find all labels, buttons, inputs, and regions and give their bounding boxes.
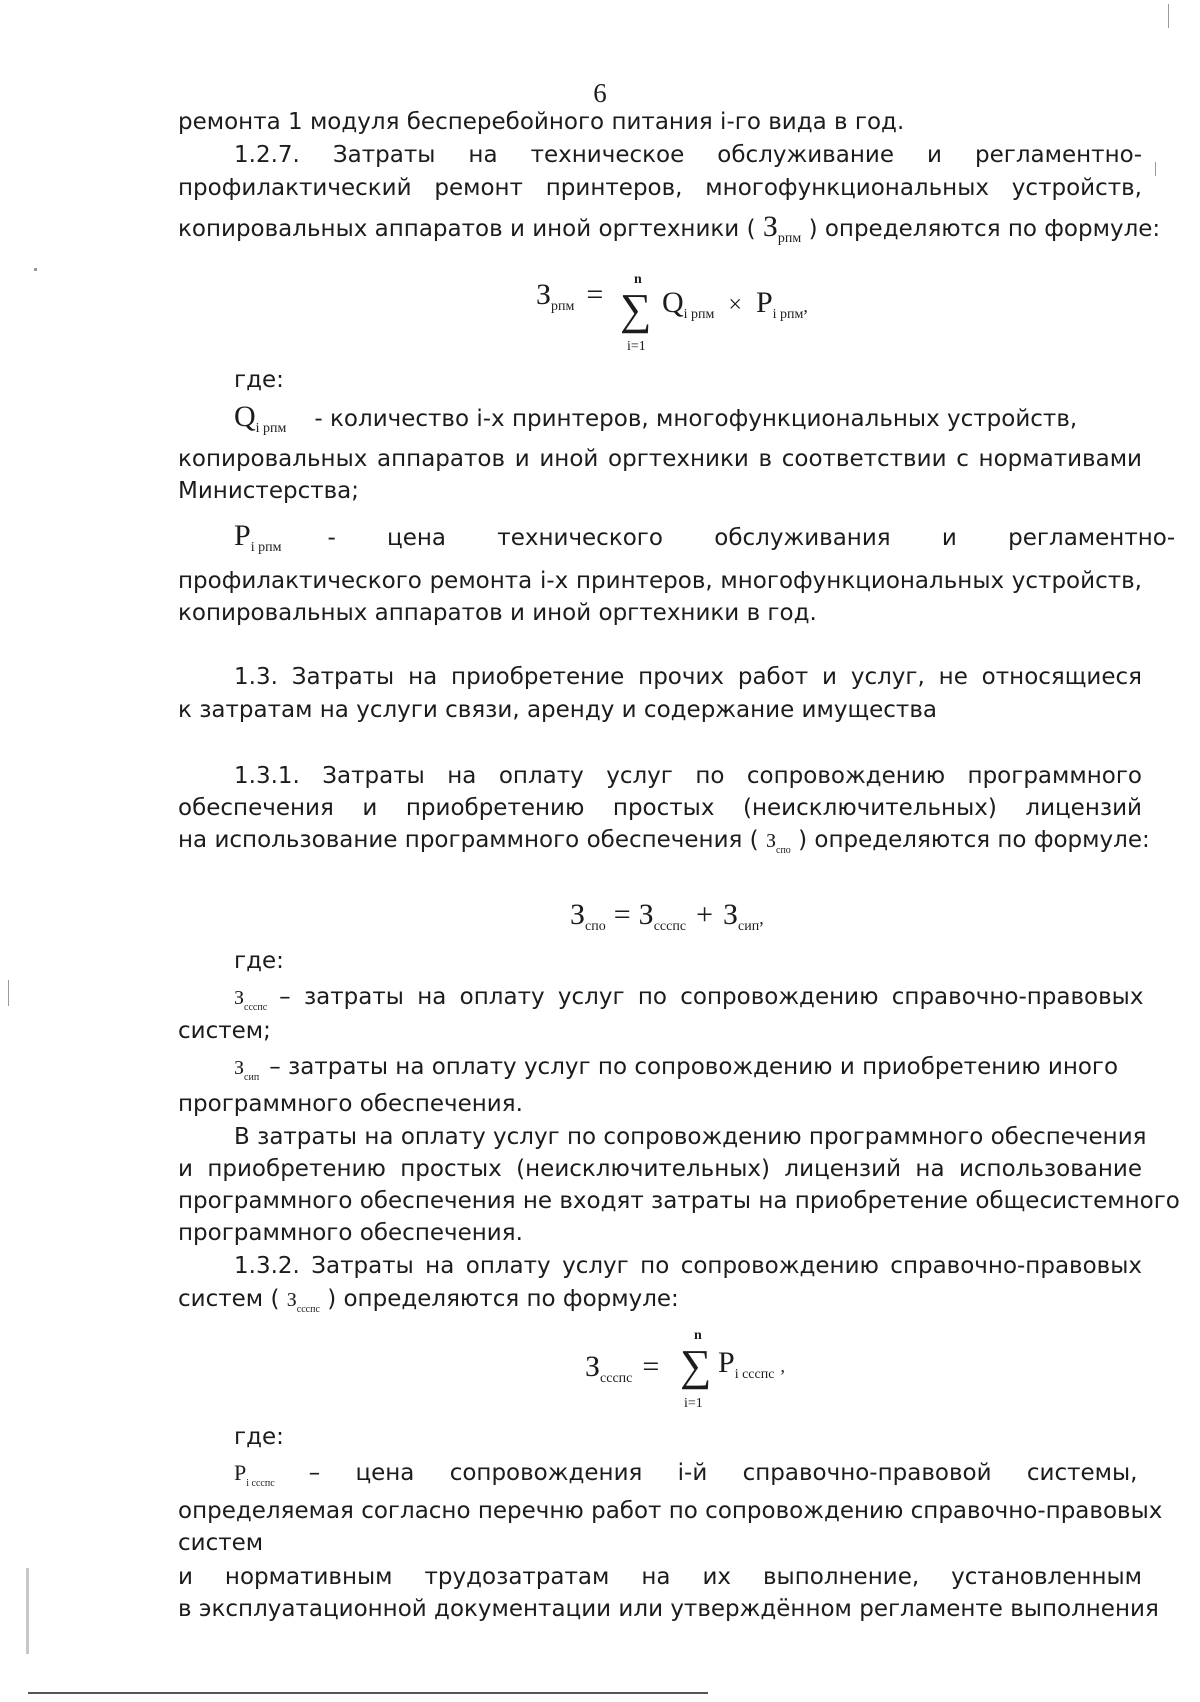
text-line: на использование программного обеспечения ( $З_{спо}$ ) определяются по формуле: (178, 827, 1150, 856)
formula-3-terms: Pi ссспс , (718, 1346, 785, 1382)
scan-mark (8, 980, 9, 1006)
text-line: обеспечения и приобретению простых (неисключительных) лицензий (178, 795, 1142, 821)
formula-2: Зспо = Зссспс + Зсип, (570, 898, 764, 934)
formula-1: Зрпм = (536, 278, 604, 314)
text-line: копировальных аппаратов и иной оргтехники в год. (178, 600, 817, 626)
sum-upper-limit: n (634, 272, 642, 287)
text-line: $Q_{i рпм}$ - количество i-х принтеров, многофункциональных устройств, (234, 400, 1078, 436)
text-line: копировальных аппаратов и иной оргтехники в соответствии с нормативами (178, 446, 1142, 472)
text-line: $З_{сип}$ – затраты на оплату услуг по сопровождению и приобретению иного (234, 1054, 1119, 1083)
text-line: где: (234, 948, 284, 974)
text-line: где: (234, 367, 284, 393)
text-line: систем; (178, 1018, 271, 1044)
text-line: копировальных аппаратов и иной оргтехники ( $З_{рпм}$ ) определяются по формуле: (178, 210, 1161, 246)
text-line: $P_{i рпм}$ - цена технического обслуживания и регламентно- (234, 519, 1176, 555)
text-line: где: (234, 1424, 284, 1450)
text-line: и нормативным трудозатратам на их выполнение, установленным (178, 1564, 1142, 1590)
text-line: программного обеспечения не входят затраты на приобретение общесистемного (178, 1188, 1180, 1214)
text-line: 1.3.2. Затраты на оплату услуг по сопровождению справочно-правовых (234, 1253, 1142, 1279)
text-line: определяемая согласно перечню работ по сопровождению справочно-правовых (178, 1498, 1163, 1524)
text-line: Министерства; (178, 478, 360, 504)
sigma-symbol: ∑ (680, 1341, 712, 1390)
text-line: и приобретению простых (неисключительных) лицензий на использование (178, 1156, 1142, 1182)
text-line: $P_{i ссспс}$ – цена сопровождения i-й справочно-правовой системы, (234, 1460, 1138, 1489)
text-line: 1.3. Затраты на приобретение прочих работ и услуг, не относящиеся (234, 664, 1142, 690)
text-line: в эксплуатационной документации или утверждённом регламенте выполнения (178, 1596, 1159, 1622)
scan-mark (26, 1568, 29, 1654)
text-line: программного обеспечения. (178, 1220, 523, 1246)
text-line: программного обеспечения. (178, 1091, 523, 1117)
text-line: к затратам на услуги связи, аренду и содержание имущества (178, 697, 937, 723)
sigma-symbol: ∑ (620, 285, 652, 334)
bottom-rule (28, 1692, 708, 1694)
sum-upper-limit: n (694, 1328, 702, 1343)
sum-lower-limit: i=1 (627, 339, 646, 354)
scan-mark (1168, 4, 1169, 28)
text-line: 1.3.1. Затраты на оплату услуг по сопровождению программного (234, 763, 1142, 789)
text-line: $З_{ссспс}$ – затраты на оплату услуг по сопровождению справочно-правовых (234, 984, 1144, 1013)
sum-lower-limit: i=1 (684, 1396, 703, 1411)
text-line: В затраты на оплату услуг по сопровождению программного обеспечения (234, 1124, 1147, 1150)
text-line: 1.2.7. Затраты на техническое обслуживание и регламентно- (234, 142, 1142, 168)
text-line: профилактический ремонт принтеров, многофункциональных устройств, (178, 175, 1142, 201)
text-line: профилактического ремонта i-х принтеров, многофункциональных устройств, (178, 568, 1142, 594)
formula-3: Зссспс = (585, 1350, 660, 1386)
text-line: систем ( $З_{ссспс}$ ) определяются по формуле: (178, 1286, 679, 1315)
scan-mark (34, 268, 37, 271)
page-number: 6 (593, 78, 607, 108)
scan-mark (1155, 162, 1156, 176)
formula-1-terms: Qi рпм × Pi рпм, (662, 286, 808, 322)
text-line: ремонта 1 модуля бесперебойного питания i-го вида в год. (178, 109, 905, 135)
text-line: систем (178, 1530, 264, 1556)
